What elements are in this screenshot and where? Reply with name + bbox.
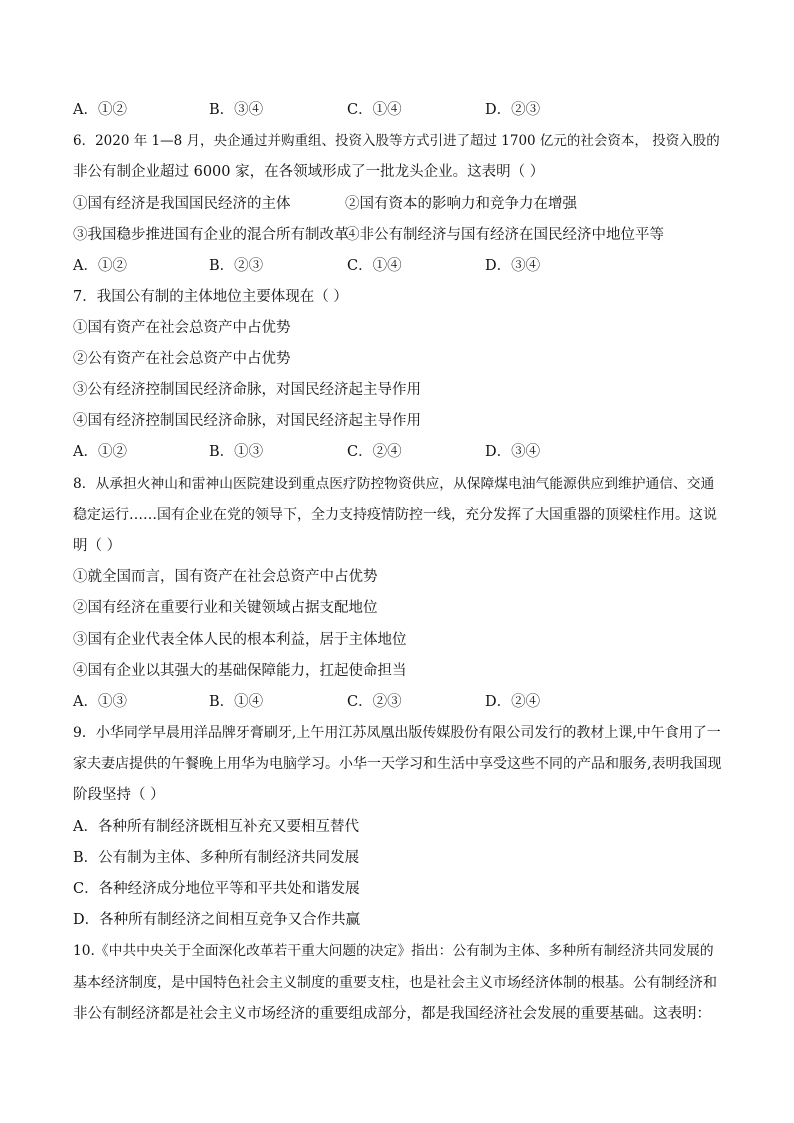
- q7-option-c[interactable]: C．②④: [347, 444, 402, 460]
- q6-item-2: ②国有资本的影响力和竞争力在增强: [345, 196, 577, 212]
- q10-stem-line-2: 基本经济制度，是中国特色社会主义制度的重要支柱，也是社会主义市场经济体制的根基。公有制经济和: [73, 975, 717, 991]
- q9-option-d[interactable]: D．各种所有制经济之间相互竞争又合作共赢: [73, 912, 361, 928]
- q6-item-1: ①国有经济是我国国民经济的主体: [73, 196, 291, 212]
- q7-item-3: ③公有经济控制国民经济命脉，对国民经济起主导作用: [73, 382, 421, 398]
- q6-option-b[interactable]: B．②③: [209, 258, 264, 274]
- q7-item-4: ④国有经济控制国民经济命脉，对国民经济起主导作用: [73, 413, 421, 429]
- q8-stem-line-3: 明（ ）: [73, 538, 122, 554]
- q8-item-2: ②国有经济在重要行业和关键领域占据支配地位: [73, 600, 378, 616]
- q8-stem-line-2: 稳定运行……国有企业在党的领导下，全力支持疫情防控一线，充分发挥了大国重器的顶梁柱作用。这说: [73, 507, 717, 523]
- q7-item-2: ②公有资产在社会总资产中占优势: [73, 351, 291, 367]
- q7-option-b[interactable]: B．①③: [209, 444, 264, 460]
- q6-stem-line-2: 非公有制企业超过 6000 家，在各领域形成了一批龙头企业。这表明（ ）: [73, 164, 545, 180]
- q9-stem-line-2: 家夫妻店提供的午餐晚上用华为电脑学习。小华一天学习和生活中享受这些不同的产品和服务,表明我国现: [73, 756, 722, 772]
- q6-items-row-1: [73, 194, 724, 214]
- q10-stem-line-1: 10.《中共中央关于全面深化改革若干重大问题的决定》指出：公有制为主体、多种所有制经济共同发展的: [73, 943, 714, 959]
- q9-option-a[interactable]: A．各种所有制经济既相互补充又要相互替代: [73, 819, 359, 835]
- q5-option-a[interactable]: A．①②: [73, 102, 127, 118]
- q8-option-d[interactable]: D．②④: [485, 694, 541, 710]
- q5-option-d[interactable]: D．②③: [485, 102, 541, 118]
- q6-option-c[interactable]: C．①④: [347, 258, 402, 274]
- q9-option-b[interactable]: B．公有制为主体、多种所有制经济共同发展: [73, 850, 360, 866]
- q7-option-d[interactable]: D．③④: [485, 444, 541, 460]
- q8-option-a[interactable]: A．①③: [73, 694, 127, 710]
- q8-item-4: ④国有企业以其强大的基础保障能力，扛起使命担当: [73, 663, 407, 679]
- q8-item-1: ①就全国而言，国有资产在社会总资产中占优势: [73, 569, 378, 585]
- q6-stem-line-1: 6．2020 年 1—8 月，央企通过并购重组、投资入股等方式引进了超过 1700 亿元的社会资本， 投资入股的: [73, 133, 720, 149]
- q9-option-c[interactable]: C．各种经济成分地位平等和平共处和谐发展: [73, 881, 360, 897]
- q5-option-c[interactable]: C．①④: [347, 102, 402, 118]
- q6-items-row-2: [73, 225, 724, 245]
- q6-item-4: ④非公有制经济与国有经济在国民经济中地位平等: [345, 227, 664, 243]
- q6-item-3: ③我国稳步推进国有企业的混合所有制改革: [73, 227, 349, 243]
- q8-item-3: ③国有企业代表全体人民的根本利益，居于主体地位: [73, 632, 407, 648]
- q6-option-a[interactable]: A．①②: [73, 258, 127, 274]
- q7-item-1: ①国有资产在社会总资产中占优势: [73, 320, 291, 336]
- q8-option-c[interactable]: C．②③: [347, 694, 402, 710]
- q5-option-b[interactable]: B．③④: [209, 102, 264, 118]
- q9-stem-line-3: 阶段坚持（ ）: [73, 787, 165, 803]
- q8-stem-line-1: 8．从承担火神山和雷神山医院建设到重点医疗防控物资供应，从保障煤电油气能源供应到维护通信、交通: [73, 476, 715, 492]
- q7-option-a[interactable]: A．①②: [73, 444, 127, 460]
- q9-stem-line-1: 9．小华同学早晨用洋品牌牙膏刷牙,上午用江苏凤凰出版传媒股份有限公司发行的教材上课,中午食用了一: [73, 725, 721, 741]
- q10-stem-line-3: 非公有制经济都是社会主义市场经济的重要组成部分，都是我国经济社会发展的重要基础。这表明：: [73, 1006, 711, 1022]
- q7-stem: 7．我国公有制的主体地位主要体现在（ ）: [73, 289, 348, 305]
- q8-option-b[interactable]: B．①④: [209, 694, 264, 710]
- q6-option-d[interactable]: D．③④: [485, 258, 541, 274]
